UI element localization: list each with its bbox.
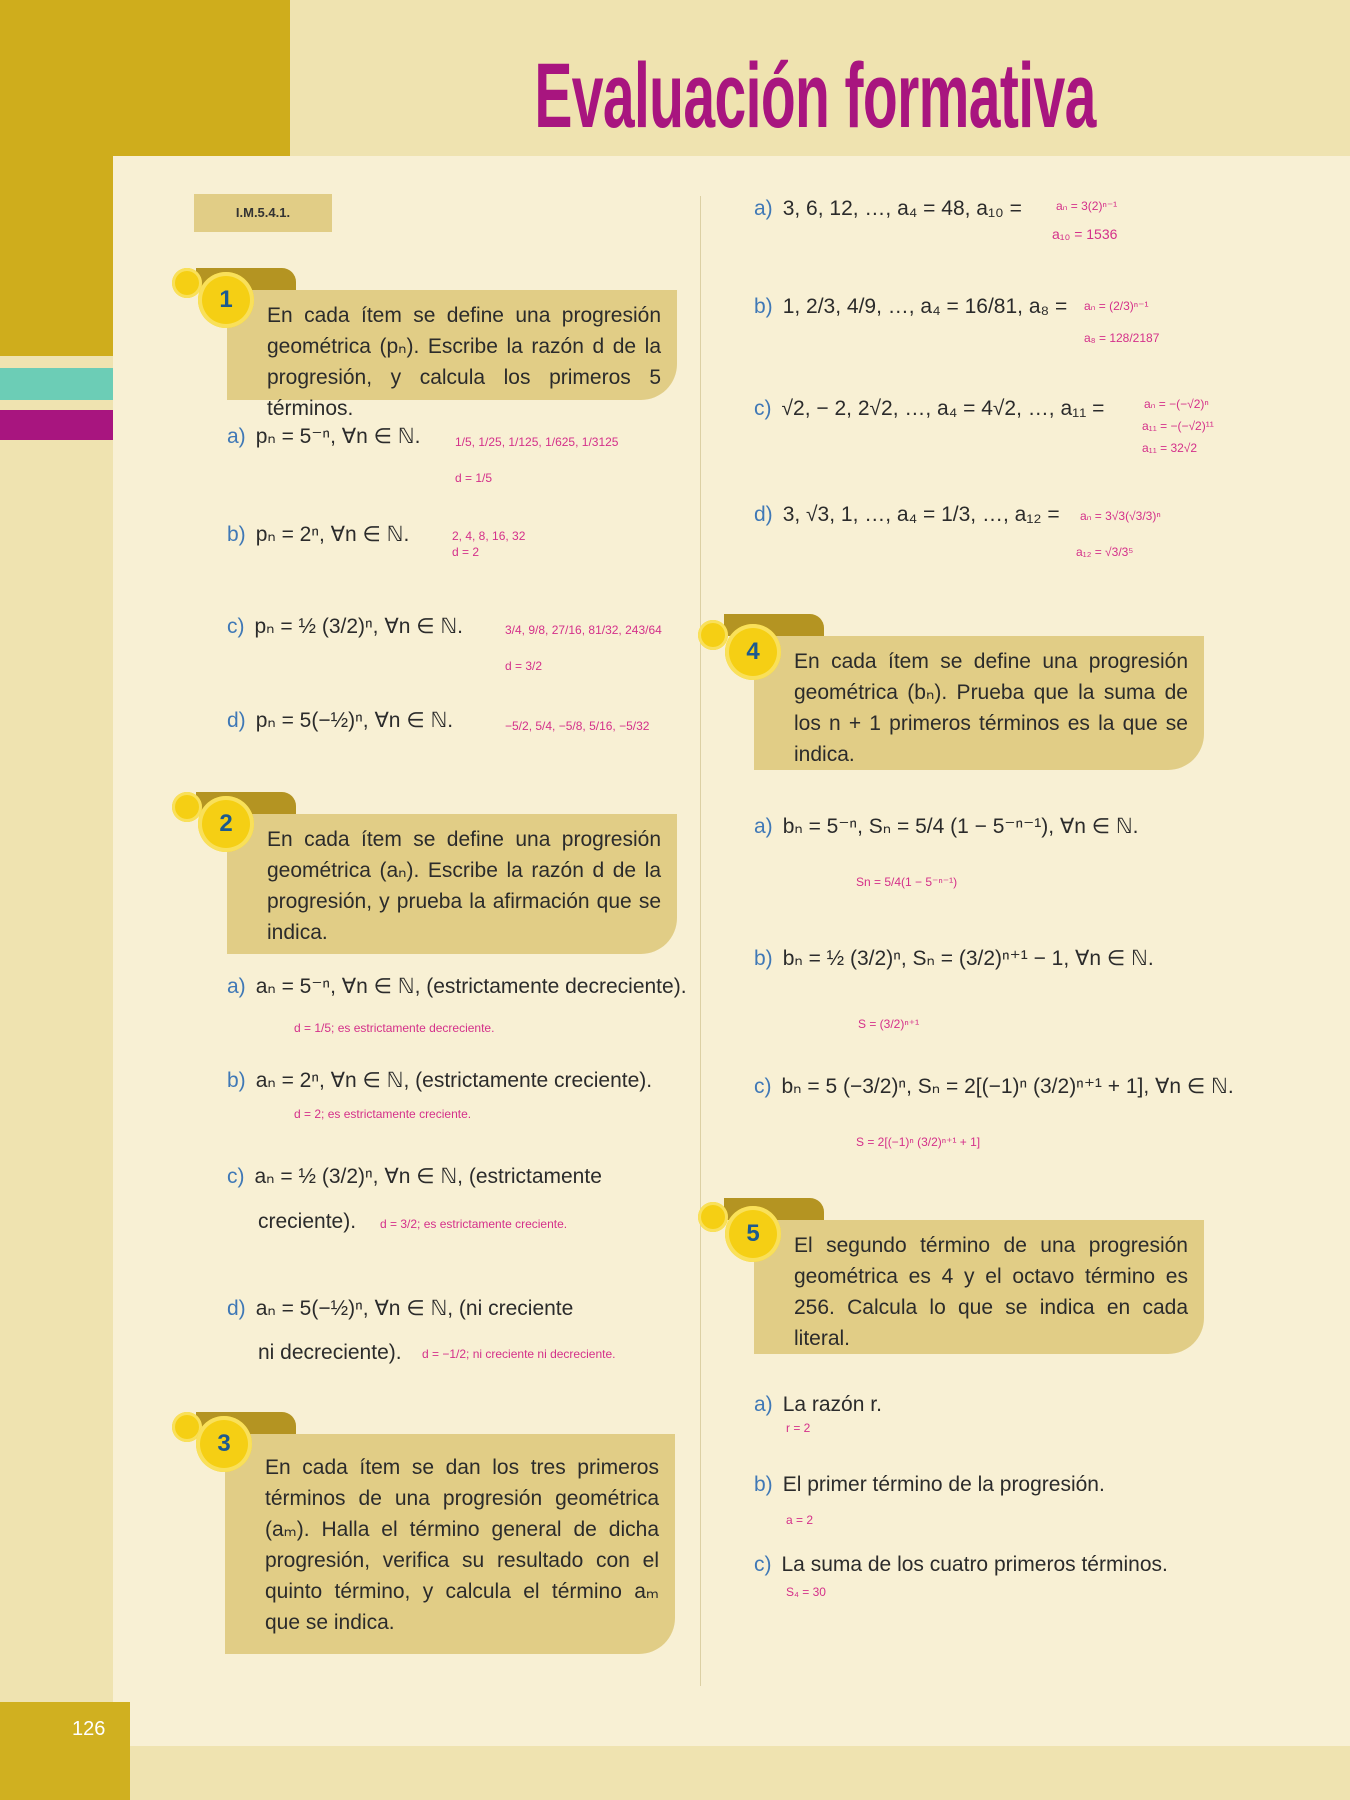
q5-box bbox=[754, 1220, 1204, 1354]
q5-text: El segundo término de una progresión geométrica es 4 y el octavo término es 256. Calcula lo que se indica en cada literal. bbox=[794, 1234, 1188, 1350]
q3-answer-b-general: aₙ = (2/3)ⁿ⁻¹ bbox=[1084, 299, 1149, 313]
q5-item-a bbox=[754, 1390, 882, 1420]
q1-number-ring bbox=[172, 268, 202, 298]
q3-answer-c-step: a₁₁ = −(−√2)¹¹ bbox=[1142, 419, 1214, 433]
q1-text: En cada ítem se define una progresión geométrica (pₙ). Escribe la razón d de la progresión, y calcula los primeros 5 términos. bbox=[267, 304, 661, 420]
page-title: Evaluación formativa bbox=[534, 45, 1096, 147]
item-text: aₙ = 2ⁿ, ∀n ∈ ℕ, (estrictamente creciente). bbox=[255, 1069, 653, 1092]
item-text: El primer término de la progresión. bbox=[782, 1473, 1105, 1496]
q2-answer-c: d = 3/2; es estrictamente creciente. bbox=[380, 1217, 568, 1231]
item-letter: b) bbox=[754, 1473, 773, 1496]
q3-answer-d-general: aₙ = 3√3(√3/3)ⁿ bbox=[1080, 509, 1161, 523]
q3-answer-b-term: a₈ = 128/2187 bbox=[1084, 331, 1160, 345]
q3-answer-c-general: aₙ = −(−√2)ⁿ bbox=[1144, 397, 1209, 411]
item-letter: a) bbox=[227, 975, 246, 998]
q1-answer-b: 2, 4, 8, 16, 32 bbox=[452, 529, 526, 543]
item-text: pₙ = 2ⁿ, ∀n ∈ ℕ. bbox=[255, 523, 410, 546]
q1-answer-c-ratio: d = 3/2 bbox=[505, 659, 543, 673]
q3-item-a bbox=[754, 194, 1022, 224]
q3-text: En cada ítem se dan los tres primeros términos de una progresión geométrica (aₘ). Halla el término general de dicha progresión, verifica su resultado con el quinto término, y calcula el término aₘ que se indica. bbox=[265, 1456, 659, 1634]
item-text: 3, 6, 12, …, a₄ = 48, a₁₀ = bbox=[782, 197, 1022, 220]
q4-number-ring bbox=[698, 620, 728, 650]
q1-number-badge: 1 bbox=[198, 272, 254, 328]
q2-item-a bbox=[227, 972, 687, 1002]
q2-item-d bbox=[227, 1294, 573, 1324]
q5-item-c bbox=[754, 1550, 1168, 1580]
q2-item-c bbox=[227, 1162, 602, 1192]
item-letter: d) bbox=[754, 503, 773, 526]
page-number: 126 bbox=[72, 1718, 106, 1740]
item-letter: c) bbox=[754, 397, 772, 420]
item-letter: b) bbox=[754, 295, 773, 318]
item-letter: c) bbox=[754, 1075, 772, 1098]
q2-answer-b: d = 2; es estrictamente creciente. bbox=[294, 1107, 472, 1121]
q5-number-ring bbox=[698, 1202, 728, 1232]
q4-box bbox=[754, 636, 1204, 770]
q3-answer-a-term: a₁₀ = 1536 bbox=[1052, 226, 1118, 242]
q5-item-b bbox=[754, 1470, 1105, 1500]
q2-item-c-cont: creciente). bbox=[258, 1210, 357, 1233]
q2-number-badge: 2 bbox=[198, 796, 254, 852]
item-text: pₙ = 5(−½)ⁿ, ∀n ∈ ℕ. bbox=[255, 709, 454, 732]
q1-item-d bbox=[227, 706, 453, 736]
q4-answer-a: Sn = 5/4(1 − 5⁻ⁿ⁻¹) bbox=[856, 875, 958, 889]
q4-text: En cada ítem se define una progresión geométrica (bₙ). Prueba que la suma de los n + 1 primeros términos es la que se indica. bbox=[794, 650, 1188, 766]
q4-item-b bbox=[754, 944, 1154, 974]
item-text: aₙ = 5⁻ⁿ, ∀n ∈ ℕ, (estrictamente decreciente). bbox=[255, 975, 687, 998]
item-letter: c) bbox=[754, 1553, 772, 1576]
q2-number-ring bbox=[172, 792, 202, 822]
item-letter: b) bbox=[754, 947, 773, 970]
q2-answer-d: d = −1/2; ni creciente ni decreciente. bbox=[422, 1347, 616, 1361]
q1-item-b bbox=[227, 520, 409, 550]
item-text: 3, √3, 1, …, a₄ = 1/3, …, a₁₂ = bbox=[782, 503, 1060, 526]
item-text: bₙ = 5 (−3/2)ⁿ, Sₙ = 2[(−1)ⁿ (3/2)ⁿ⁺¹ + 1], ∀n ∈ ℕ. bbox=[781, 1075, 1234, 1098]
item-letter: d) bbox=[227, 709, 246, 732]
item-text: bₙ = 5⁻ⁿ, Sₙ = 5/4 (1 − 5⁻ⁿ⁻¹), ∀n ∈ ℕ. bbox=[782, 815, 1139, 838]
q2-item-b bbox=[227, 1066, 652, 1096]
q5-answer-b: a = 2 bbox=[786, 1513, 814, 1527]
q5-answer-c: S₄ = 30 bbox=[786, 1585, 826, 1599]
q3-item-d bbox=[754, 500, 1060, 530]
item-letter: b) bbox=[227, 1069, 246, 1092]
page-number-block bbox=[0, 1702, 130, 1800]
skill-code-badge: I.M.5.4.1. bbox=[194, 194, 332, 232]
q3-answer-c-term: a₁₁ = 32√2 bbox=[1142, 441, 1198, 455]
q2-box bbox=[227, 814, 677, 954]
left-band bbox=[0, 156, 113, 356]
item-text: bₙ = ½ (3/2)ⁿ, Sₙ = (3/2)ⁿ⁺¹ − 1, ∀n ∈ ℕ. bbox=[782, 947, 1154, 970]
magenta-stripe bbox=[0, 410, 113, 440]
q1-answer-a: 1/5, 1/25, 1/125, 1/625, 1/3125 bbox=[455, 435, 619, 449]
q5-number-badge: 5 bbox=[725, 1206, 781, 1262]
q1-box bbox=[227, 290, 677, 420]
q1-answer-c: 3/4, 9/8, 27/16, 81/32, 243/64 bbox=[505, 623, 662, 637]
item-letter: b) bbox=[227, 523, 246, 546]
q1-item-c bbox=[227, 612, 463, 642]
q3-item-b bbox=[754, 292, 1067, 322]
item-text: aₙ = 5(−½)ⁿ, ∀n ∈ ℕ, (ni creciente bbox=[255, 1297, 574, 1320]
q5-answer-a: r = 2 bbox=[786, 1421, 811, 1435]
item-letter: a) bbox=[754, 1393, 773, 1416]
q3-answer-a-general: aₙ = 3(2)ⁿ⁻¹ bbox=[1056, 199, 1118, 213]
q2-answer-a: d = 1/5; es estrictamente decreciente. bbox=[294, 1021, 495, 1035]
q4-number-badge: 4 bbox=[725, 624, 781, 680]
item-text: La razón r. bbox=[782, 1393, 882, 1416]
item-letter: c) bbox=[227, 1165, 245, 1188]
item-letter: a) bbox=[754, 197, 773, 220]
item-letter: a) bbox=[227, 425, 246, 448]
item-text: La suma de los cuatro primeros términos. bbox=[781, 1553, 1168, 1576]
item-letter: c) bbox=[227, 615, 245, 638]
item-text: 1, 2/3, 4/9, …, a₄ = 16/81, a₈ = bbox=[782, 295, 1068, 318]
q4-answer-b: S = (3/2)ⁿ⁺¹ bbox=[858, 1017, 920, 1031]
teal-stripe bbox=[0, 368, 113, 400]
item-text: pₙ = 5⁻ⁿ, ∀n ∈ ℕ. bbox=[255, 425, 421, 448]
q1-answer-b-ratio: d = 2 bbox=[452, 545, 480, 559]
q3-number-badge: 3 bbox=[196, 1416, 252, 1472]
item-text: √2, − 2, 2√2, …, a₄ = 4√2, …, a₁₁ = bbox=[781, 397, 1105, 420]
item-text: aₙ = ½ (3/2)ⁿ, ∀n ∈ ℕ, (estrictamente bbox=[254, 1165, 602, 1188]
q2-text: En cada ítem se define una progresión geométrica (aₙ). Escribe la razón d de la progresión, y prueba la afirmación que se indica. bbox=[267, 828, 661, 944]
q3-answer-d-term: a₁₂ = √3/3⁵ bbox=[1076, 545, 1134, 559]
top-left-band bbox=[0, 0, 290, 156]
column-divider bbox=[700, 196, 701, 1686]
q1-answer-a-ratio: d = 1/5 bbox=[455, 471, 493, 485]
item-text: pₙ = ½ (3/2)ⁿ, ∀n ∈ ℕ. bbox=[254, 615, 463, 638]
q4-item-a bbox=[754, 812, 1139, 842]
q4-answer-c: S = 2[(−1)ⁿ (3/2)ⁿ⁺¹ + 1] bbox=[856, 1135, 981, 1149]
q1-answer-d: −5/2, 5/4, −5/8, 5/16, −5/32 bbox=[505, 719, 650, 733]
q2-item-d-cont: ni decreciente). bbox=[258, 1341, 402, 1364]
item-letter: d) bbox=[227, 1297, 246, 1320]
item-letter: a) bbox=[754, 815, 773, 838]
q1-item-a bbox=[227, 422, 420, 452]
q3-item-c bbox=[754, 394, 1104, 424]
q4-item-c bbox=[754, 1072, 1234, 1102]
q3-box bbox=[225, 1434, 675, 1654]
